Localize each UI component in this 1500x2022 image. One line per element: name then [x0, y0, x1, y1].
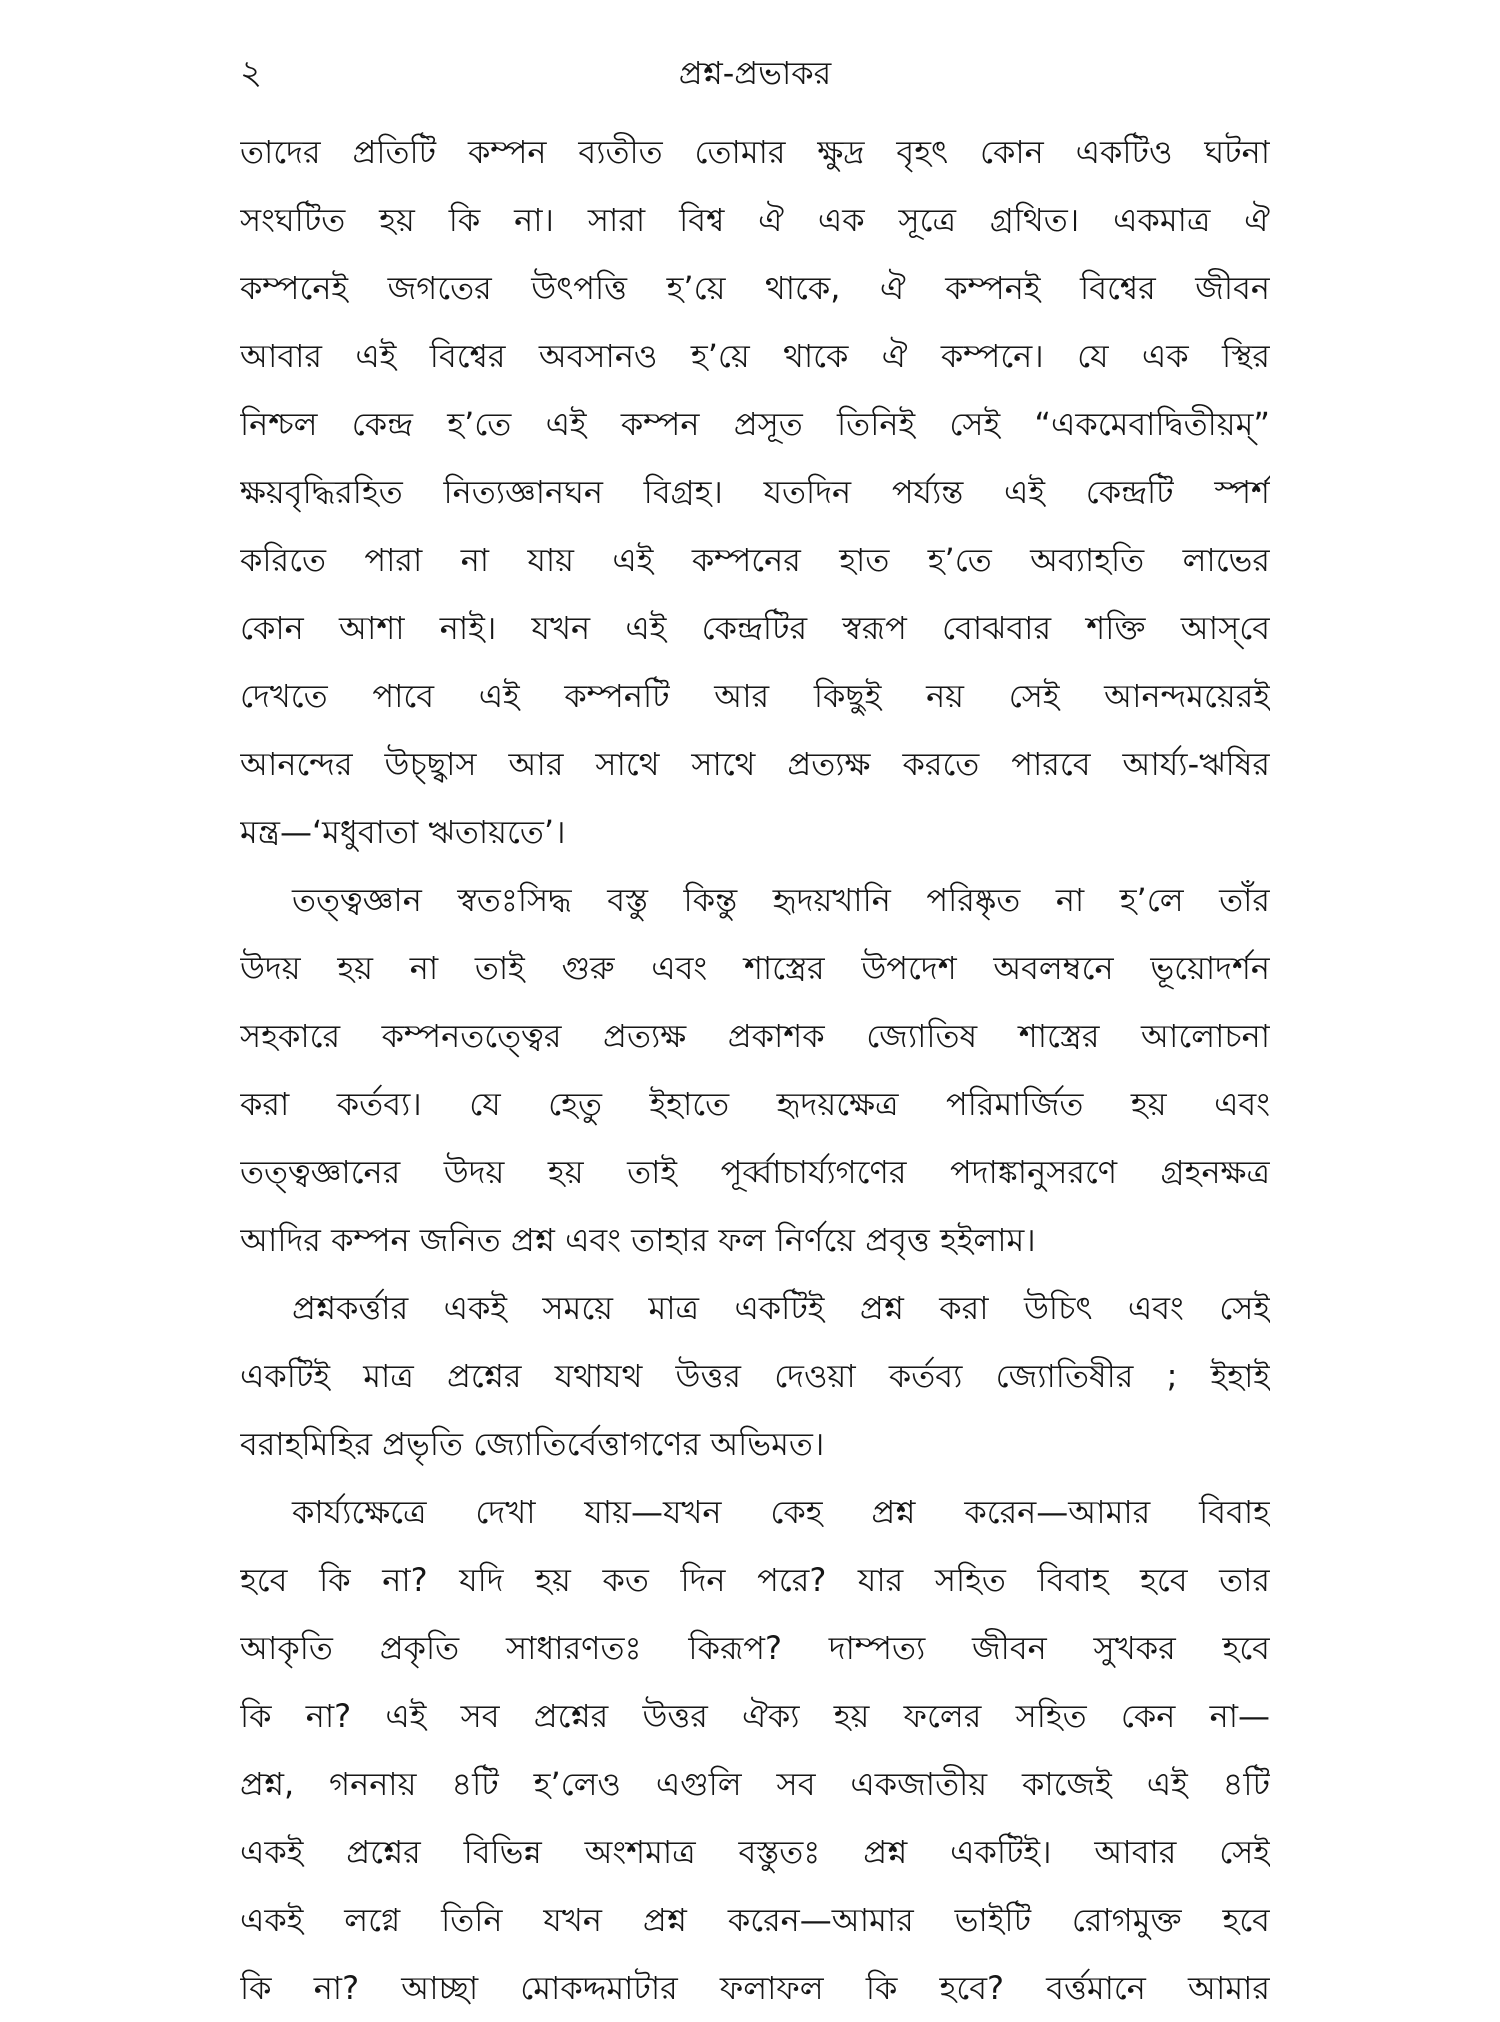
- text-line: করিতে পারা না যায় এই কম্পনের হাত হ’তে অব্যাহতি লাভের: [240, 541, 1270, 579]
- text-line: কি না? আচ্ছা মোকদ্দমাটার ফলাফল কি হবে? বর্ত্তমানে আমার: [240, 1969, 1270, 2007]
- text-line: প্রশ্ন, গননায় ৪টি হ’লেও এগুলি সব একজাতীয় কাজেই এই ৪টি: [240, 1765, 1270, 1803]
- page-header: [240, 40, 1270, 110]
- text-line: ক্ষয়বৃদ্ধিরহিত নিত্যজ্ঞানঘন বিগ্রহ। যতদিন পর্য্যন্ত এই কেন্দ্রটি স্পর্শ: [240, 473, 1270, 511]
- text-line: সহকারে কম্পনতত্ত্বের প্রত্যক্ষ প্রকাশক জ্যোতিষ শাস্ত্রের আলোচনা: [240, 1017, 1270, 1055]
- text-line: কোন আশা নাই। যখন এই কেন্দ্রটির স্বরূপ বোঝবার শক্তি আস্‌বে: [240, 609, 1270, 647]
- text-line: তত্ত্বজ্ঞান স্বতঃসিদ্ধ বস্তু কিন্তু হৃদয়খানি পরিষ্কৃত না হ’লে তাঁর: [292, 881, 1270, 919]
- text-line: মন্ত্র—‘মধুবাতা ঋতায়তে’।: [240, 813, 566, 851]
- text-line: কম্পনেই জগতের উৎপত্তি হ’য়ে থাকে, ঐ কম্পনই বিশ্বের জীবন: [240, 269, 1270, 307]
- text-line: বরাহমিহির প্রভৃতি জ্যোতির্বেত্তাগণের অভিমত।: [240, 1425, 825, 1463]
- text-line: আবার এই বিশ্বের অবসানও হ’য়ে থাকে ঐ কম্পনে। যে এক স্থির: [240, 337, 1270, 375]
- text-line: উদয় হয় না তাই গুরু এবং শাস্ত্রের উপদেশ অবলম্বনে ভূয়োদর্শন: [240, 949, 1270, 987]
- text-line: আকৃতি প্রকৃতি সাধারণতঃ কিরূপ? দাম্পত্য জীবন সুখকর হবে: [240, 1629, 1270, 1667]
- text-line: তত্ত্বজ্ঞানের উদয় হয় তাই পূর্ব্বাচার্য্যগণের পদাঙ্কানুসরণে গ্রহনক্ষত্র: [240, 1153, 1270, 1191]
- text-line: তাদের প্রতিটি কম্পন ব্যতীত তোমার ক্ষুদ্র বৃহৎ কোন একটিও ঘটনা: [240, 133, 1270, 171]
- text-line: একই লগ্নে তিনি যখন প্রশ্ন করেন—আমার ভাইটি রোগমুক্ত হবে: [240, 1901, 1270, 1939]
- text-line: একটিই মাত্র প্রশ্নের যথাযথ উত্তর দেওয়া কর্তব্য জ্যোতিষীর ; ইহাই: [240, 1357, 1270, 1395]
- body-text: [240, 118, 1270, 2022]
- text-line: দেখতে পাবে এই কম্পনটি আর কিছুই নয় সেই আনন্দময়েরই: [240, 677, 1270, 715]
- text-line: প্রশ্নকর্ত্তার একই সময়ে মাত্র একটিই প্রশ্ন করা উচিৎ এবং সেই: [292, 1289, 1270, 1327]
- text-line: আনন্দের উচ্ছ্বাস আর সাথে সাথে প্রত্যক্ষ করতে পারবে আর্য্য-ঋষির: [240, 745, 1270, 783]
- text-line: একই প্রশ্নের বিভিন্ন অংশমাত্র বস্তুতঃ প্রশ্ন একটিই। আবার সেই: [240, 1833, 1270, 1871]
- text-line: সংঘটিত হয় কি না। সারা বিশ্ব ঐ এক সূত্রে গ্রথিত। একমাত্র ঐ: [240, 201, 1270, 239]
- page-number: ২: [240, 53, 263, 93]
- text-line: কার্য্যক্ষেত্রে দেখা যায়—যখন কেহ প্রশ্ন করেন—আমার বিবাহ: [292, 1493, 1270, 1531]
- text-line: করা কর্তব্য। যে হেতু ইহাতে হৃদয়ক্ষেত্র পরিমার্জিত হয় এবং: [240, 1085, 1270, 1123]
- text-line: নিশ্চল কেন্দ্র হ’তে এই কম্পন প্রসূত তিনিই সেই “একমেবাদ্বিতীয়ম্”: [240, 405, 1270, 443]
- running-title: প্রশ্ন-প্রভাকর: [678, 54, 832, 92]
- text-line: কি না? এই সব প্রশ্নের উত্তর ঐক্য হয় ফলের সহিত কেন না—: [240, 1697, 1270, 1735]
- text-line: আদির কম্পন জনিত প্রশ্ন এবং তাহার ফল নির্ণয়ে প্রবৃত্ত হইলাম।: [240, 1221, 1036, 1259]
- text-line: হবে কি না? যদি হয় কত দিন পরে? যার সহিত বিবাহ হবে তার: [240, 1561, 1270, 1599]
